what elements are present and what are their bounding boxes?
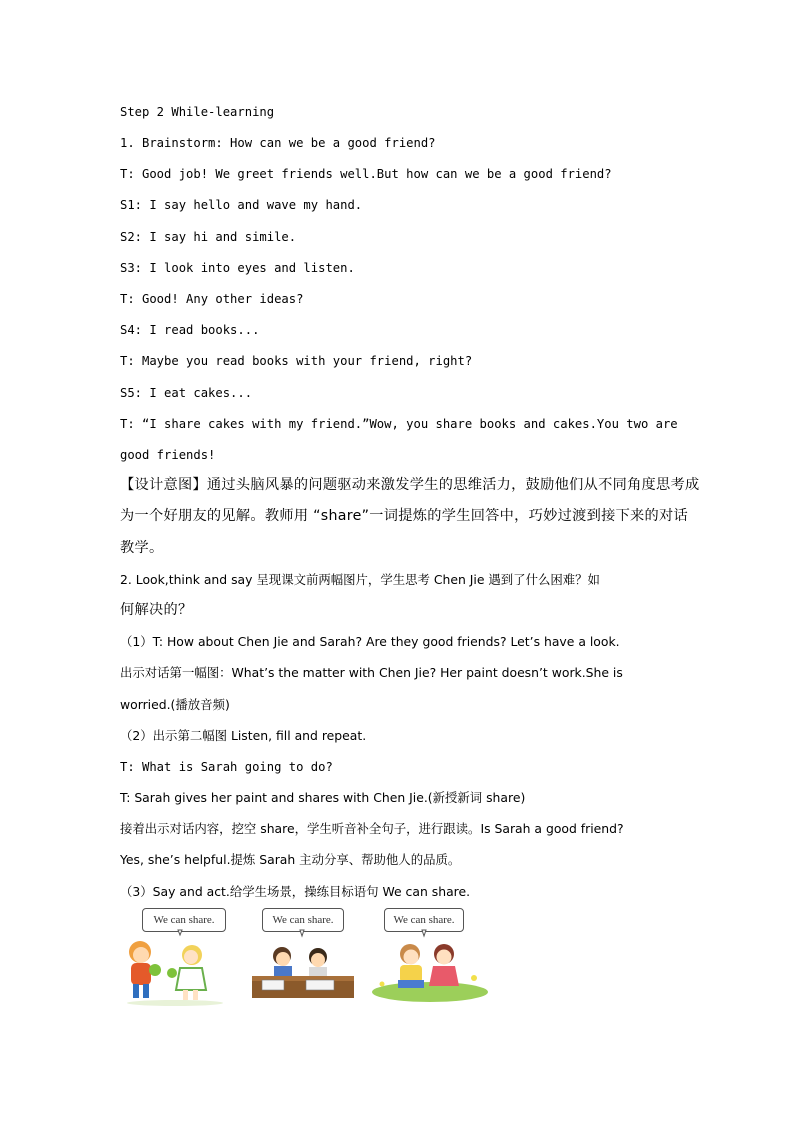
speech-bubble: We can share.: [262, 908, 344, 932]
text-line: S5: I eat cakes...: [120, 386, 253, 400]
kids-drawing: [120, 908, 230, 1008]
text-line: （1）T: How about Chen Jie and Sarah? Are they good friends? Let’s have a look.: [120, 634, 620, 649]
speech-bubble: We can share.: [142, 908, 226, 932]
text-line: 2. Look,think and say 呈现课文前两幅图片，学生思考 Chen Jie 遇到了什么困难？如: [120, 572, 600, 587]
text-line: S2: I say hi and simile.: [120, 230, 297, 244]
text-line: worried.(播放音频): [120, 697, 230, 712]
text-line: Yes, she’s helpful.提炼 Sarah 主动分享、帮助他人的品质。: [120, 852, 461, 867]
desk-drawing: [248, 908, 356, 1004]
text-line: T: Sarah gives her paint and shares with Chen Jie.(新授新词 share): [120, 790, 526, 805]
text-line: T: Good! Any other ideas?: [120, 292, 304, 306]
text-line: T: What is Sarah going to do?: [120, 760, 333, 774]
grass-drawing: [370, 908, 490, 1004]
text-line: S4: I read books...: [120, 323, 260, 337]
text-line: （3）Say and act.给学生场景，操练目标语句 We can share.: [120, 884, 471, 899]
text-line: T: “I share cakes with my friend.”Wow, you share books and cakes.You two are: [120, 417, 678, 431]
text-line: S3: I look into eyes and listen.: [120, 261, 355, 275]
text-line: 何解决的？: [120, 602, 193, 618]
design-intent-line: 【设计意图】通过头脑风暴的问题驱动来激发学生的思维活力，鼓励他们从不同角度思考成: [120, 477, 700, 493]
text-line: 为一个好朋友的见解。教师用 “share”一词提炼的学生回答中，巧妙过渡到接下来的对话: [120, 508, 689, 524]
text-line: 接着出示对话内容，挖空 share，学生听音补全句子，进行跟读。Is Sarah a good friend?: [120, 821, 624, 836]
text-line: 出示对话第一幅图：What’s the matter with Chen Jie? Her paint doesn’t work.She is: [120, 665, 623, 680]
text-line: S1: I say hello and wave my hand.: [120, 198, 363, 212]
text-line: T: Good job! We greet friends well.But how can we be a good friend?: [120, 167, 612, 181]
text-line: （2）出示第二幅图 Listen, fill and repeat.: [120, 728, 367, 743]
text-line: 1. Brainstorm: How can we be a good friend?: [120, 136, 436, 150]
illustration-kids-on-grass: [370, 908, 490, 1004]
illustration-kids-at-desk: [248, 908, 356, 1004]
step-heading: Step 2 While-learning: [120, 105, 275, 119]
illustration-kids-sharing-fruit: [120, 908, 230, 1008]
speech-bubble: We can share.: [384, 908, 464, 932]
text-line: good friends!: [120, 448, 216, 462]
text-line: T: Maybe you read books with your friend, right?: [120, 354, 473, 368]
text-line: 教学。: [120, 540, 164, 556]
